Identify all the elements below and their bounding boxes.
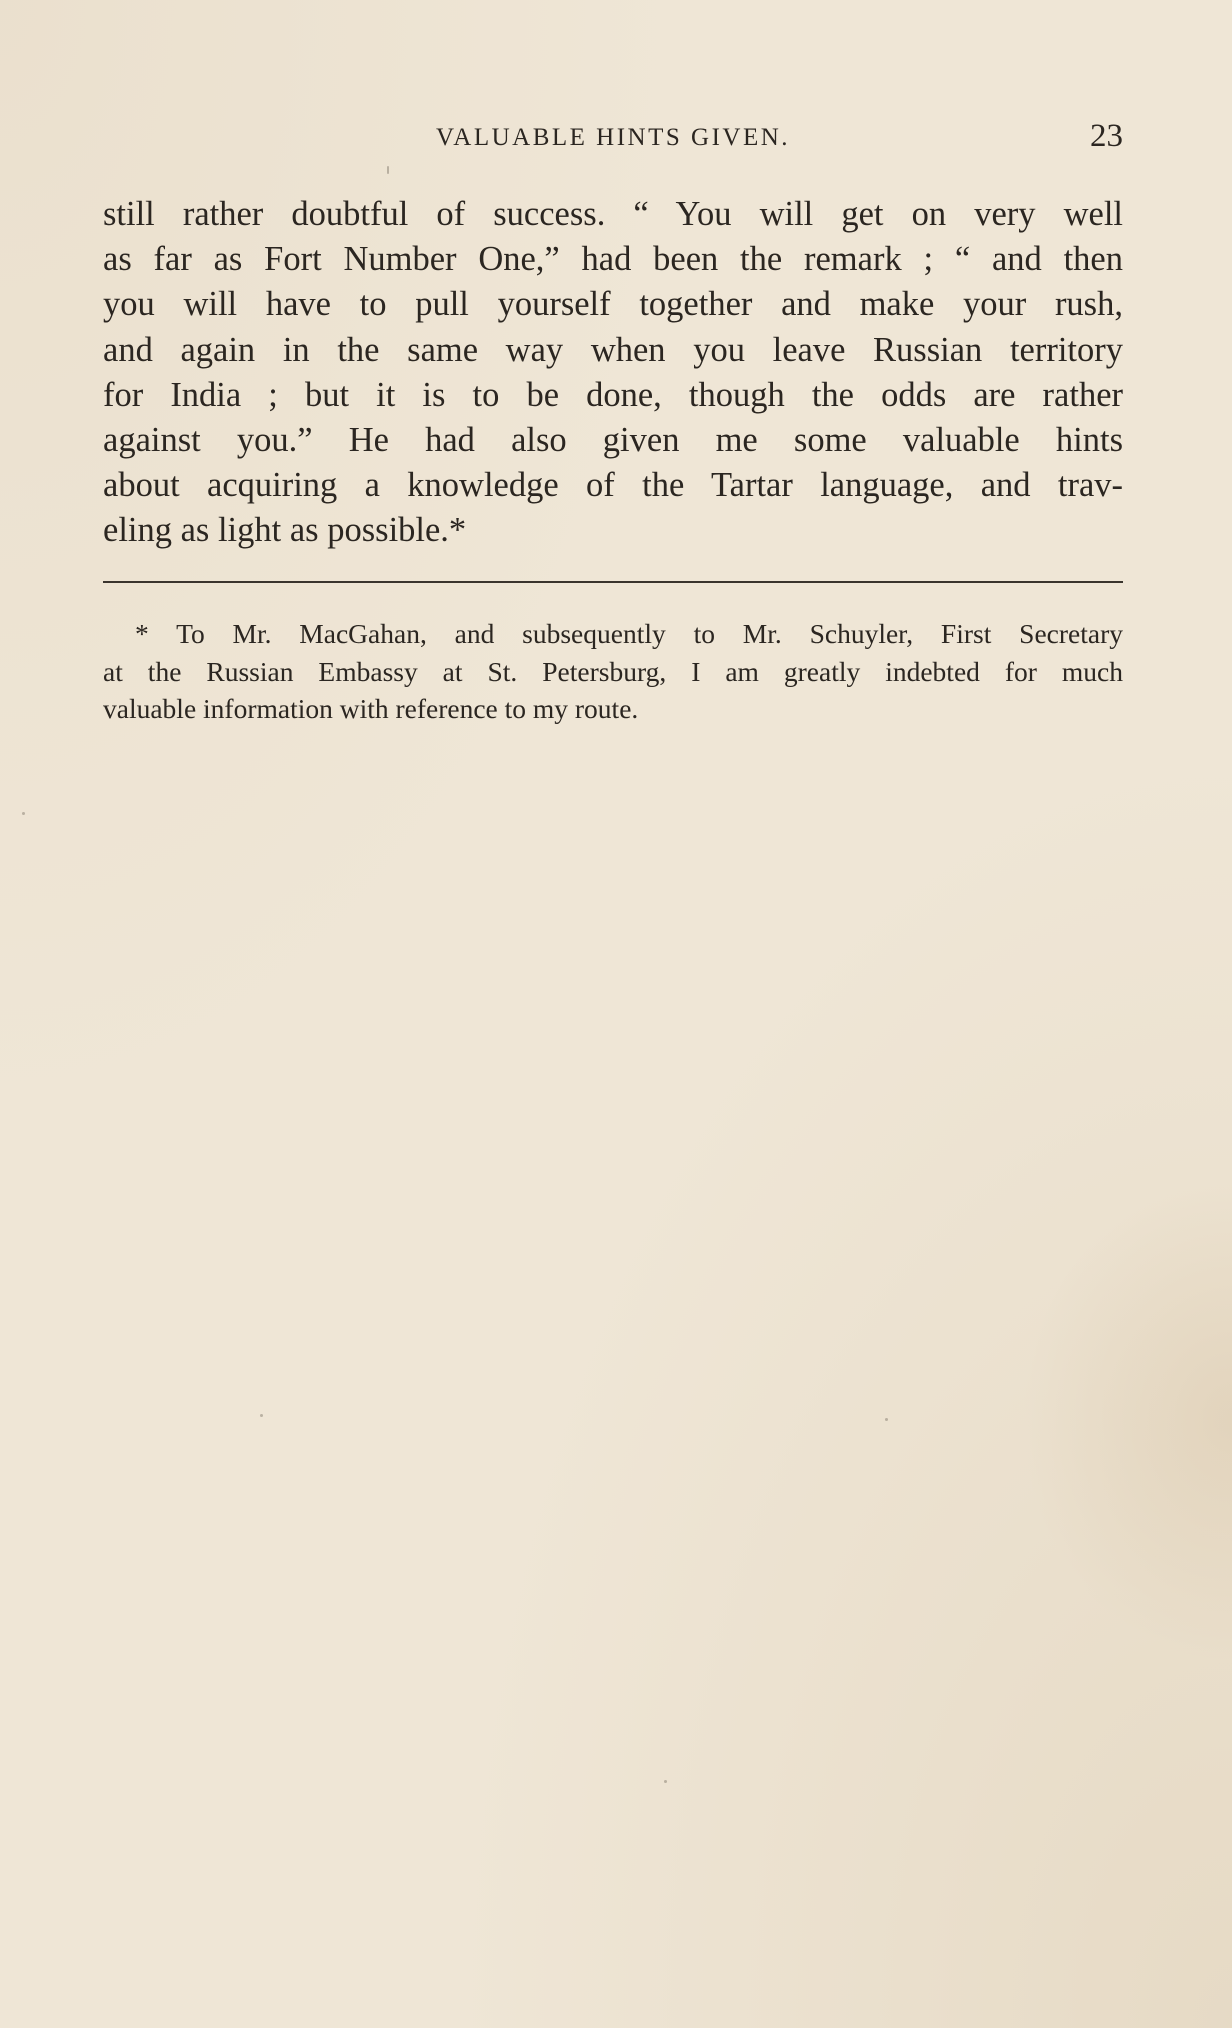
running-head xyxy=(103,118,1123,158)
footnote-line: at the Russian Embassy at St. Petersburg, I am greatly indebted for much xyxy=(103,655,1123,687)
body-paragraph xyxy=(103,192,1123,554)
paper-speck xyxy=(260,1414,263,1417)
body-line: eling as light as possible.* xyxy=(103,511,467,550)
body-line: against you.” He had also given me some valuable hints xyxy=(103,420,1123,459)
paper-speck xyxy=(22,812,25,815)
paper-speck xyxy=(885,1418,888,1421)
body-line: about acquiring a knowledge of the Tartar language, and trav- xyxy=(103,466,1123,505)
body-line: for India ; but it is to be done, though the odds are rather xyxy=(103,375,1123,414)
body-line: as far as Fort Number One,” had been the remark ; “ and then xyxy=(103,240,1123,279)
body-line: and again in the same way when you leave Russian territory xyxy=(103,330,1123,369)
body-line: still rather doubtful of success. “ You will get on very well xyxy=(103,195,1123,233)
page-number: 23 xyxy=(1090,118,1123,154)
paper-speck xyxy=(387,166,389,174)
body-line: you will have to pull yourself together and make your rush, xyxy=(103,285,1123,324)
paper-speck xyxy=(664,1780,667,1783)
footnote xyxy=(103,615,1123,728)
footnote-line: valuable information with reference to my route. xyxy=(103,693,639,724)
running-title: VALUABLE HINTS GIVEN. xyxy=(435,124,791,151)
footnote-divider xyxy=(103,581,1123,583)
footnote-line: * To Mr. MacGahan, and subsequently to Mr. Schuyler, First Secretary xyxy=(135,618,1123,649)
